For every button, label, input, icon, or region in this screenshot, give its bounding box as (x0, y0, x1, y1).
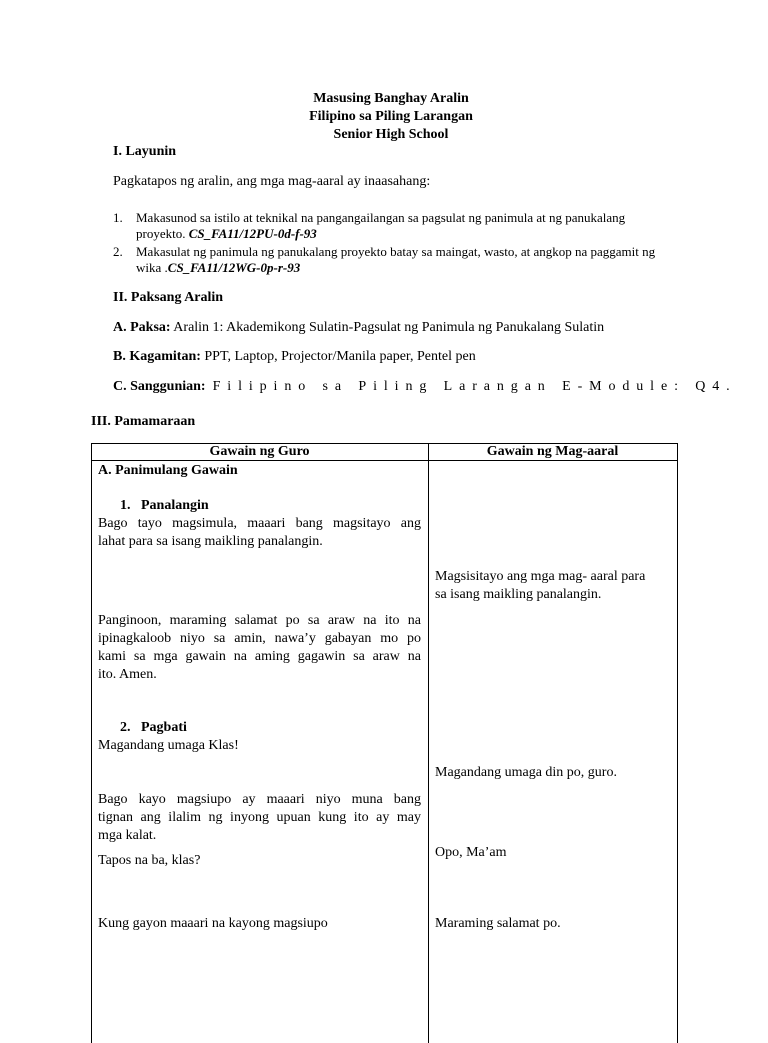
competency-code: CS_FA11/12WG-0p-r-93 (167, 260, 301, 275)
objective-text (136, 244, 696, 276)
sanggunian-label: C. Sanggunian: (113, 379, 206, 394)
text-line: mga kalat. (98, 828, 157, 843)
lesson-procedure-table (91, 443, 678, 1043)
text-line: Bago kayo magsiupo ay maaari niyo muna bang (98, 792, 421, 807)
teacher-instruction (98, 515, 421, 551)
objective-text-part: proyekto. (136, 226, 189, 241)
section-heading: A. Panimulang Gawain (98, 463, 238, 478)
objective-text (136, 210, 696, 242)
column-divider (428, 443, 429, 1043)
column-header-mag-aaral: Gawain ng Mag-aaral (486, 444, 619, 459)
level-title: Senior High School (333, 127, 449, 142)
text-line: tignan ang ilalim ng inyong upuan kung ito ay may (98, 810, 421, 825)
student-response: Opo, Ma’am (435, 845, 507, 860)
objective-text-part: wika . (136, 260, 168, 275)
table-left-border (91, 443, 92, 1043)
objective-text-line (136, 226, 696, 242)
teacher-question: Tapos na ba, klas? (98, 853, 201, 868)
student-response: Magandang umaga din po, guro. (435, 765, 617, 780)
text-line: lahat para sa isang maikling panalangin. (98, 534, 323, 549)
layunin-heading: I. Layunin (113, 144, 177, 159)
table-right-border (677, 443, 678, 1043)
objective-text-line: Makasunod sa istilo at teknikal na pangangailangan sa pagsulat ng panimula at ng panukalang (136, 210, 626, 225)
objective-number: 2. (113, 244, 123, 259)
text-line: Panginoon, maraming salamat po sa araw na ito na (98, 613, 421, 628)
paksa-value: Aralin 1: Akademikong Sulatin-Pagsulat ng Panimula ng Panukalang Sulatin (170, 320, 605, 335)
paksa-label: A. Paksa: (113, 320, 171, 335)
text-line: sa isang maikling panalangin. (435, 587, 602, 602)
text-line: ipinagkaloob niyo sa amin, nawa’y gabayan mo po (98, 631, 421, 646)
text-line: Magsisitayo ang mga mag- aaral para (435, 569, 646, 584)
step-heading-pagbati: 2. Pagbati (120, 720, 187, 735)
text-line: ito. Amen. (98, 667, 157, 682)
student-response (435, 568, 671, 604)
document-title: Masusing Banghay Aralin (313, 91, 469, 106)
sanggunian-value: Filipino sa Piling Larangan E-Module: Q4. (212, 379, 737, 394)
layunin-intro: Pagkatapos ng aralin, ang mga mag-aaral ay inaasahang: (113, 174, 431, 189)
teacher-instruction (98, 791, 421, 845)
step-heading-panalangin: 1. Panalangin (120, 498, 209, 513)
teacher-greeting: Magandang umaga Klas! (98, 738, 239, 753)
objective-number: 1. (113, 210, 123, 225)
text-line: Bago tayo magsimula, maaari bang magsitayo ang (98, 516, 421, 531)
kagamitan-line (113, 348, 476, 366)
kagamitan-label: B. Kagamitan: (113, 349, 201, 364)
pamamaraan-heading: III. Pamamaraan (91, 414, 196, 429)
text-line: kami sa mga gawain na aming gagawin sa araw na (98, 649, 421, 664)
header-divider (91, 460, 678, 461)
competency-code: CS_FA11/12PU-0d-f-93 (188, 226, 317, 241)
column-header-guro: Gawain ng Guro (209, 444, 310, 459)
paksang-aralin-heading: II. Paksang Aralin (113, 290, 224, 305)
student-response: Maraming salamat po. (435, 916, 561, 931)
paksa-line (113, 319, 604, 337)
objective-text-line (136, 260, 696, 276)
teacher-instruction: Kung gayon maaari na kayong magsiupo (98, 916, 328, 931)
kagamitan-value: PPT, Laptop, Projector/Manila paper, Pentel pen (200, 349, 476, 364)
objective-text-line: Makasulat ng panimula ng panukalang proyekto batay sa maingat, wasto, at angkop na paggamit ng (136, 244, 656, 259)
teacher-prayer (98, 612, 421, 684)
subject-title: Filipino sa Piling Larangan (309, 109, 473, 124)
sanggunian-line (113, 378, 737, 396)
